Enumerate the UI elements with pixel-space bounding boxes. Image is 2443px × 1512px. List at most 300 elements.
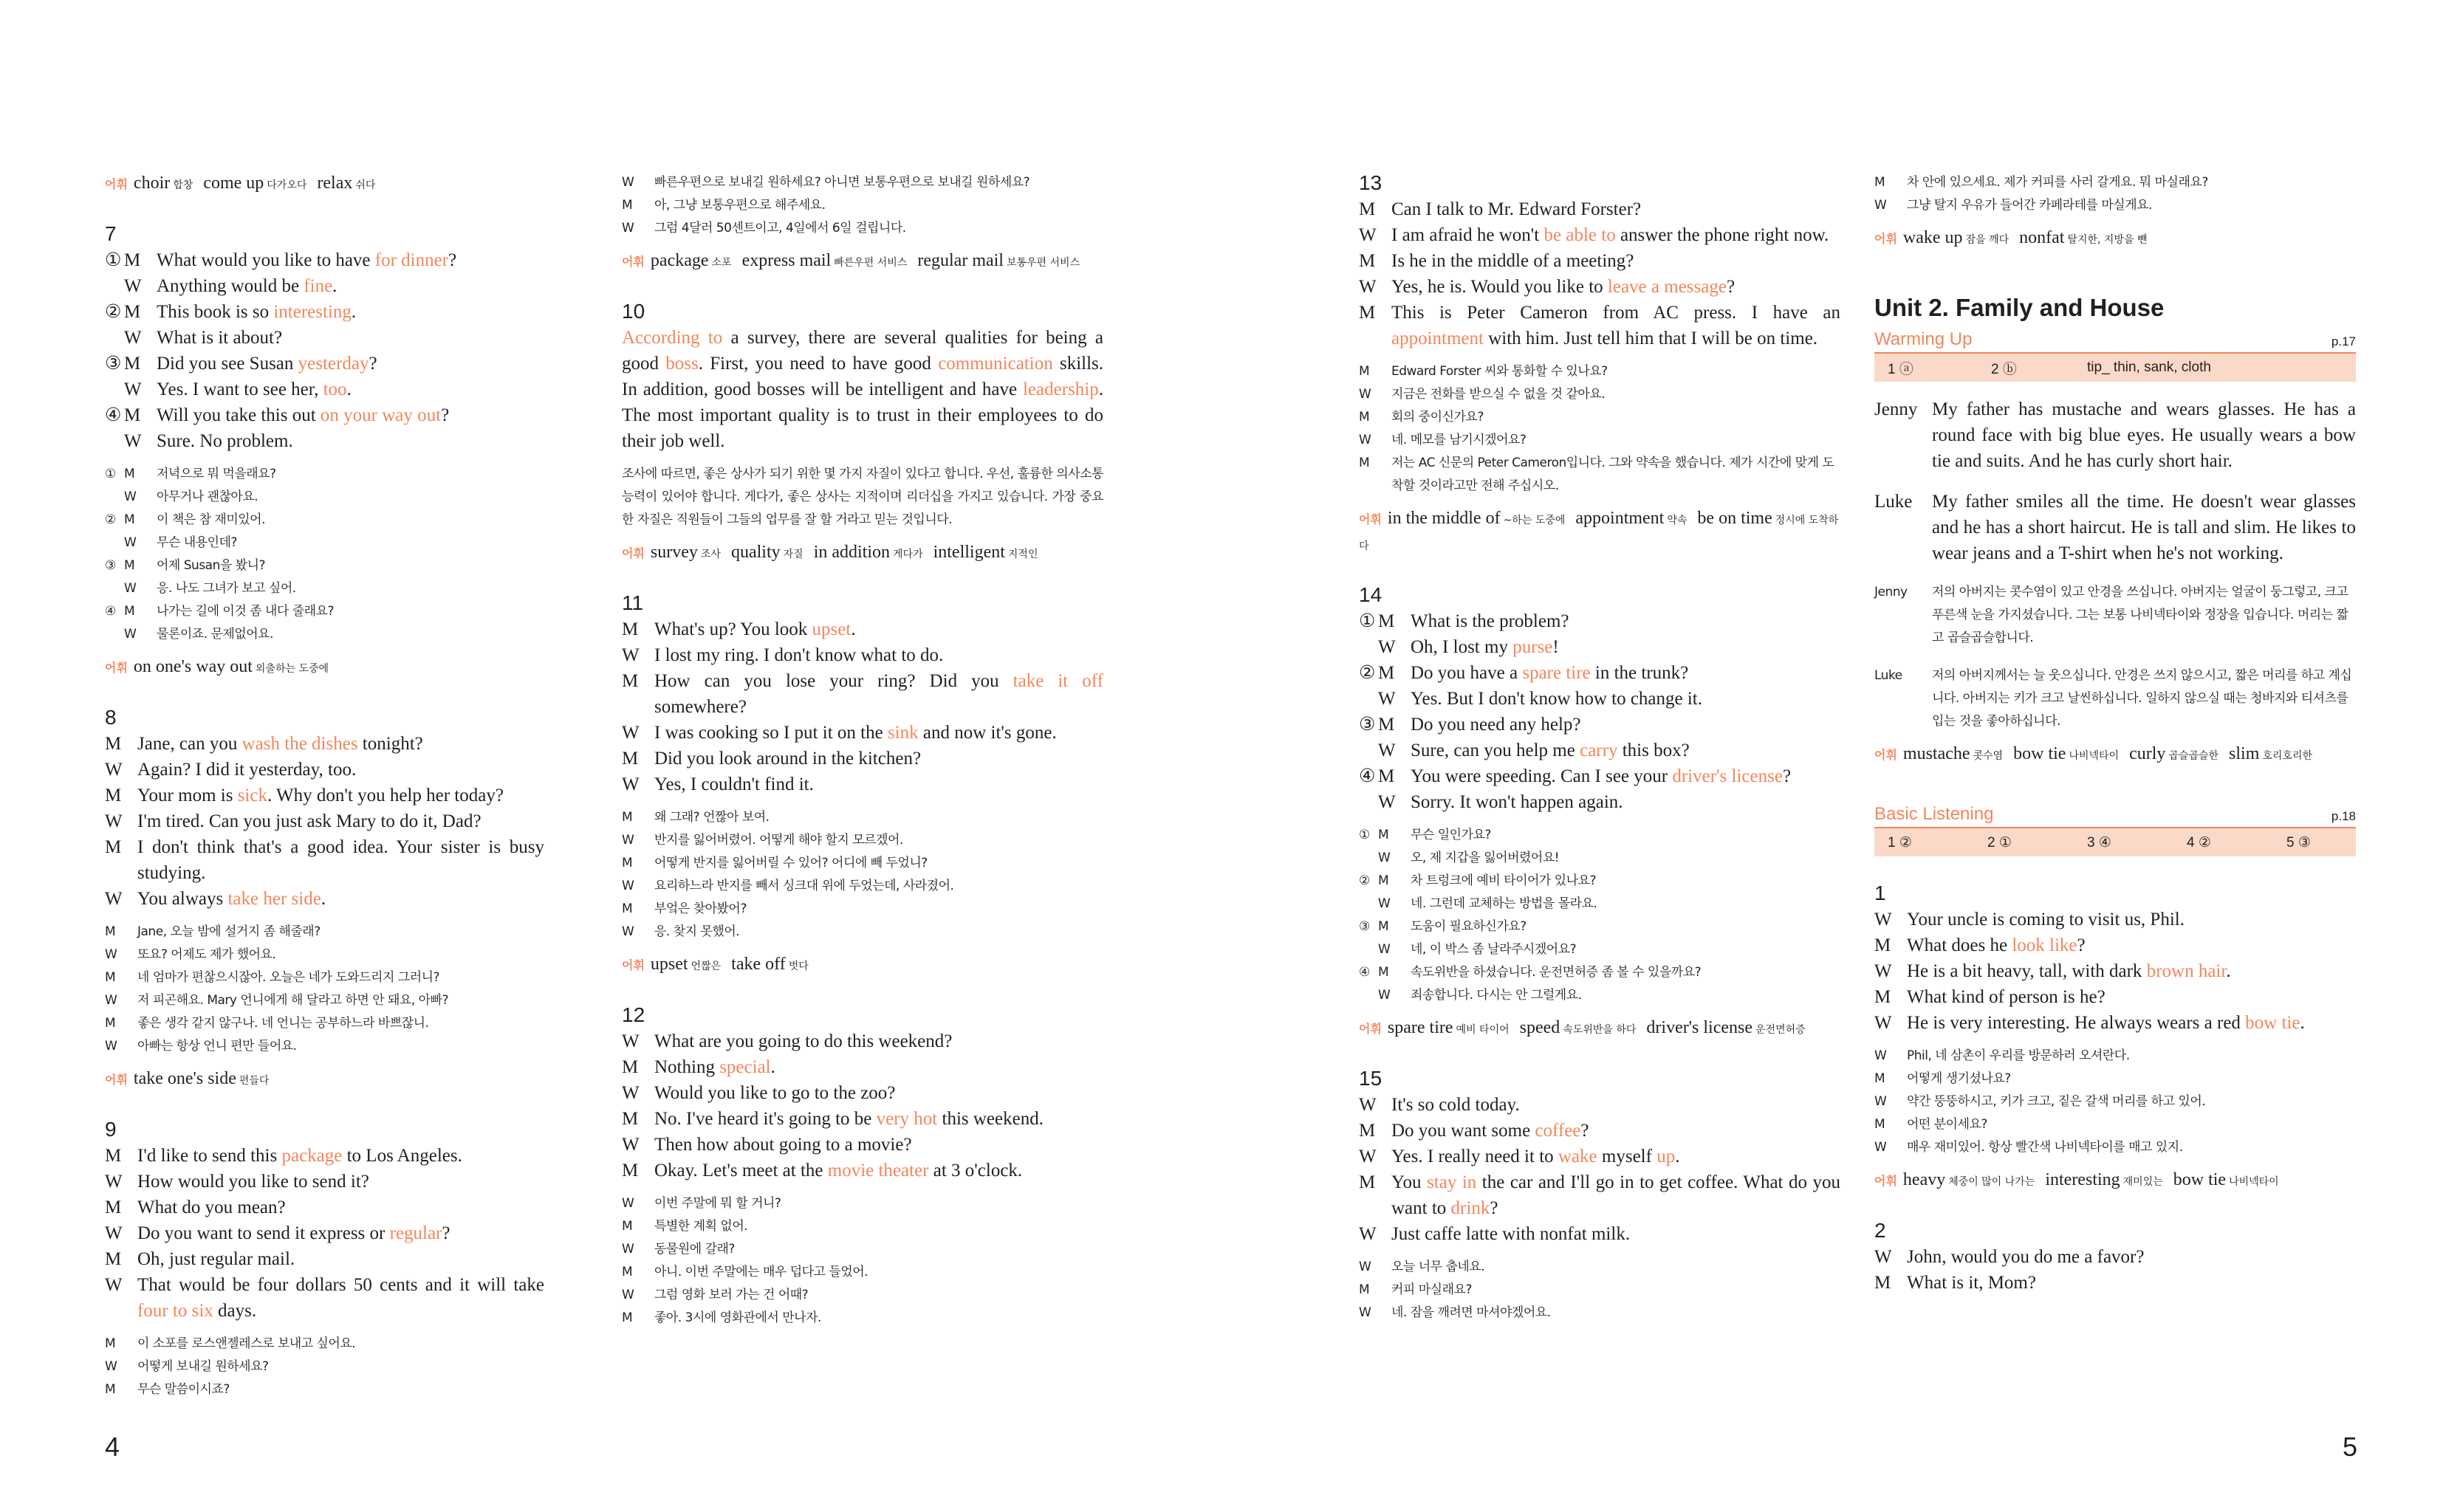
dialog-line [1359,1118,1840,1144]
dialog-line [622,1158,1103,1183]
translation-text: 오늘 너무 춥네요. [1391,1260,1485,1274]
speaker: W [622,833,634,848]
vocab-word: relax [317,173,353,193]
translation-text: 저녁으로 뭐 먹을래요? [157,467,276,481]
vocab-meaning: 곱슬곱슬한 [2168,750,2219,762]
text-run: myself [1597,1147,1657,1166]
choice-marker: ③ [1359,919,1370,934]
speaker: W [105,947,117,962]
line-text [157,402,544,428]
speaker: M [622,1161,639,1181]
choice-marker [105,532,124,554]
translation-text: 저 피곤해요. Mary 언니에게 해 달라고 하면 안 돼요, 아빠? [137,993,449,1008]
vocab-word: driver's license [1646,1018,1753,1037]
line-text [1907,932,2356,958]
speaker: M [622,1057,639,1077]
text-run: ? [442,1223,450,1243]
answer-highlight: four to six [137,1301,213,1321]
translation-continued [1874,171,2356,217]
translation-line [622,921,1103,944]
text-run: ? [369,354,377,374]
translation [622,806,1103,944]
vocab-meaning: 게다가 [893,549,923,560]
column-4 [1874,171,2356,1296]
text-run: I am afraid he won't [1391,225,1544,245]
description-text: My father smiles all the time. He doesn't wear glasses and he has a short haircut. He is tall and slim. He likes to wear jeans and a T-shirt when he's not working. [1932,492,2356,563]
speaker: M [1359,199,1376,219]
text-run: Do you want to send it express or [137,1223,390,1243]
choice-marker: ① [105,250,122,270]
dialog-line [1359,274,1840,300]
text-run: Did you see Susan [157,354,298,374]
answer: 1 ② [1888,834,1912,850]
line-text [1391,222,1840,248]
dialog-line [1359,660,1840,686]
line-text [1391,1118,1840,1144]
answer-highlight: movie theater [827,1161,929,1181]
speaker: M [105,1197,122,1217]
translation-line [1874,194,2356,217]
vocab-word: bow tie [2013,744,2066,763]
text-run: I lost my ring. I don't know what to do. [654,645,944,665]
text-run: You always [137,889,228,909]
speaker: W [1874,1247,1892,1267]
speaker: W [1378,896,1391,911]
vocab-meaning: 벗다 [788,961,809,972]
dialog-line [105,402,544,428]
vocab-meaning: 외출하는 도중에 [255,663,329,675]
translation-text: 이 소포를 로스앤젤레스로 보내고 싶어요. [137,1336,356,1351]
vocab-tag: 어휘 [622,546,645,560]
vocab-line [105,171,544,197]
line-text [654,746,1103,772]
text-run: I don't think that's a good idea. Your sister is busy studying. [137,837,544,883]
line-text [157,273,544,299]
speaker: W [1874,1048,1887,1063]
speaker: M [105,1016,116,1031]
dialog-line [622,1106,1103,1132]
text-run: You [1391,1172,1428,1192]
speaker: M [105,1336,116,1351]
vocab-meaning: 정시에 도착하다 [1359,515,1839,552]
translation-text: 네, 이 박스 좀 날라주시겠어요? [1411,942,1577,957]
line-text [1411,738,1840,763]
dialog-line [105,1220,544,1246]
translation-text: 부엌은 찾아봤어? [654,901,747,916]
speaker: M [105,924,116,939]
answer-highlight: spare tire [1522,663,1591,683]
translation-text: 좋은 생각 같지 않구나. 네 언니는 공부하느라 바쁘잖니. [137,1016,429,1031]
text-run: Oh, I lost my [1411,637,1513,657]
speaker: W [1378,792,1396,812]
section-name: Warming Up [1874,329,1973,349]
dialog-line [622,720,1103,746]
dialog-line [622,1080,1103,1106]
translation-line [1359,984,1840,1007]
answer-bar [1874,354,2356,382]
answer-highlight: stay in [1427,1172,1477,1192]
translation-line [105,554,544,577]
translation-line [1359,1279,1840,1302]
text-run: ? [448,250,457,270]
text-run: Your uncle is coming to visit us, Phil. [1907,910,2185,929]
dialog-line [105,1195,544,1220]
speaker: W [1874,1140,1887,1155]
choice-marker [1359,847,1378,870]
line-text [137,808,544,834]
translation-text: 그냥 탈지 우유가 들어간 카페라테를 마실게요. [1907,198,2152,213]
speaker: W [124,328,142,348]
line-text [1907,907,2356,932]
choice-marker: ② [1359,663,1376,683]
answer-highlight: up [1656,1147,1676,1166]
dialog-line [105,757,544,783]
text-run: . [321,889,326,909]
text-run: He is a bit heavy, tall, with dark [1907,961,2147,981]
speaker: M [105,837,122,857]
speaker: M [105,1249,122,1269]
line-text [1907,1010,2356,1036]
line-text [1907,1244,2356,1270]
passage [622,325,1103,454]
speaker: M [1359,456,1370,470]
vocab-word: survey [650,543,698,562]
translation-text: 도움이 필요하신가요? [1411,919,1527,934]
speaker: W [124,276,142,296]
translation-text: 아빠는 항상 언니 편만 들어요. [137,1039,297,1054]
text-run: This is Peter Cameron from AC press. I have an [1391,303,1840,323]
answer-highlight: take her side [227,889,321,909]
question-11 [622,591,1103,978]
translation-text: 네 엄마가 편찮으시잖아. 오늘은 네가 도와드리지 그러니? [137,970,440,985]
text-run: a survey, there are several qualities for being a good [622,328,1104,374]
speaker: W [124,581,137,596]
speaker: M [1874,1273,1891,1293]
line-text [654,616,1103,642]
translation-line [1874,1113,2356,1136]
dialog-line [105,783,544,808]
speaker: W [105,1223,123,1243]
speaker: Jenny [1874,399,1918,419]
vocab-tag: 어휘 [622,255,645,269]
speaker: W [1378,988,1391,1003]
speaker: M [1359,1282,1370,1297]
answer: 4 ② [2187,834,2211,850]
speaker: W [622,1242,634,1257]
dialog-line [105,351,544,377]
text-run: Again? I did it yesterday, too. [137,760,357,780]
dialog-line [105,886,544,912]
line-text [137,731,544,757]
translation-text: 아무거나 괜찮아요. [157,489,258,504]
text-run: ? [1580,1121,1589,1141]
answer: 2 ① [1987,834,2012,850]
speaker: W [105,1172,123,1192]
dialog-line [622,1054,1103,1080]
vocab-meaning: 약속 [1667,515,1688,526]
text-run: That would be four dollars 50 cents and it will take [137,1275,544,1295]
question-number: 14 [1359,583,1382,606]
person-translation [1874,664,2356,733]
text-run: in the trunk? [1590,663,1689,683]
line-text [137,1220,544,1246]
text-run: ? [1782,766,1792,786]
translation [105,463,544,646]
text-run: skills. In addition, good bosses will be intelligent and have [622,354,1104,399]
text-run: I'm tired. Can you just ask Mary to do it, Dad? [137,811,482,831]
translation-line [1359,429,1840,452]
speaker: W [105,760,123,780]
dialog-line [622,642,1103,668]
text-run: Oh, just regular mail. [137,1249,295,1269]
vocab-meaning: 조사 [700,549,721,560]
text-run: How would you like to send it? [137,1172,369,1192]
answer-highlight: drink [1450,1198,1490,1218]
translation-text: 아, 그냥 보통우편으로 해주세요. [654,198,826,213]
vocab-tag: 어휘 [105,177,128,191]
choice-marker: ② [105,512,116,527]
speaker: M [105,734,122,754]
dialog [622,1028,1103,1183]
text-run: Just caffe latte with nonfat milk. [1391,1224,1631,1244]
translation-text: 무슨 내용인데? [157,535,237,550]
text-run: Yes, I couldn't find it. [654,774,814,794]
translation-continued [622,171,1103,240]
answer-highlight: bow tie [2245,1013,2300,1033]
translation-text: 물론이죠. 문제없어요. [157,627,274,642]
basic-question-2 [1874,1219,2356,1296]
translation-line [105,944,544,966]
translation-line [622,194,1103,217]
text-run: Nothing [654,1057,720,1077]
vocab-word: take off [731,955,786,974]
speaker: M [622,901,633,916]
speaker: W [622,723,640,743]
text-run: What do you mean? [137,1197,286,1217]
question-10 [622,300,1103,566]
vocab-word: speed [1519,1018,1560,1037]
line-text [1411,660,1840,686]
dialog-line [622,772,1103,797]
translation-text: 그럼 4달러 50센트이고, 4일에서 6일 걸립니다. [654,221,906,236]
translation-text: 아니. 이번 주말에는 매우 덥다고 들었어. [654,1265,868,1279]
text-run: John, would you do me a favor? [1907,1247,2145,1267]
translation-text: 어제 Susan을 봤니? [157,558,266,573]
text-run: answer the phone right now. [1615,225,1829,245]
passage-translation: 조사에 따르면, 좋은 상사가 되기 위한 몇 가지 자질이 있다고 합니다. 우선, 훌륭한 의사소통 능력이 있어야 합니다. 게다가, 좋은 상사는 지적이며 리더십을 가지고 있습니다. 가장 중요한 자질은 직원들이 그들의 업무를 잘 할 거라고 믿는 것입니다. [622,467,1103,527]
translation-line [1874,1136,2356,1159]
dialog-line [1359,763,1840,789]
line-text [1907,1270,2356,1296]
speaker: M [1378,715,1395,735]
translation-line [622,1284,1103,1307]
speaker: Luke [1874,668,1902,683]
vocab-line [105,655,544,681]
line-text [157,428,544,454]
translation-line [622,875,1103,898]
question-15 [1359,1067,1840,1324]
speaker: W [622,645,640,665]
text-run: ? [1726,277,1736,297]
text-run: Do you want some [1391,1121,1535,1141]
speaker: W [1874,1094,1887,1109]
line-text [654,668,1103,720]
person-description [1874,489,2356,566]
speaker: W [105,1275,123,1295]
vocab-line [622,952,1103,978]
translation-line [1359,847,1840,870]
translation-line [105,1378,544,1401]
vocab-line [1874,226,2356,252]
dialog-line [105,1272,544,1324]
answer-highlight: wash the dishes [241,734,358,754]
speaker: M [1378,919,1389,934]
translation-text: 지금은 전화를 받으실 수 없을 것 같아요. [1391,387,1606,402]
speaker: W [105,889,123,909]
text-run: Yes. I want to see her, [157,379,323,399]
dialog-line [622,746,1103,772]
choice-marker: ① [1359,828,1370,842]
answer-highlight: wake [1558,1147,1597,1166]
speaker: W [124,489,137,504]
answer-highlight: fine [304,276,333,296]
vocab-tag: 어휘 [1874,1174,1897,1188]
line-text [1411,608,1840,634]
text-run: What's up? You look [654,619,812,639]
question-number: 15 [1359,1067,1382,1090]
answer-highlight: driver's license [1672,766,1783,786]
dialog-line [105,1143,544,1169]
translation-line [622,806,1103,829]
line-text [654,720,1103,746]
text-run: Jane, can you [137,734,242,754]
choice-marker [105,428,124,454]
answer-highlight: for dinner [374,250,449,270]
dialog-line [105,377,544,402]
question-number: 1 [1874,882,1886,904]
translation-line [622,1307,1103,1330]
text-run: ? [441,405,450,425]
section-header [1874,329,2356,354]
choice-marker [1359,634,1378,660]
answer-highlight: take it off [1013,671,1104,691]
translation-line [1874,1090,2356,1113]
speaker: W [1874,910,1892,929]
vocab-meaning: 나비넥타이 [2069,750,2120,762]
translation-line [622,1215,1103,1238]
vocab-word: nonfat [2019,228,2065,247]
speaker: M [105,1382,116,1397]
speaker: M [124,512,135,527]
vocab-tag: 어휘 [105,661,128,675]
text-run: Is he in the middle of a meeting? [1391,251,1634,271]
vocab-meaning: 합창 [173,179,193,191]
translation-text: 이 책은 참 재미있어. [157,512,265,527]
text-run: at 3 o'clock. [928,1161,1023,1181]
choice-marker: ① [1359,611,1376,631]
dialog-line [1359,1144,1840,1169]
line-text [1411,763,1840,789]
answer-highlight: package [281,1146,343,1166]
dialog-line [105,731,544,757]
dialog-line [622,1028,1103,1054]
speaker: M [622,671,639,691]
text-run: the car and I'll go in to get coffee. What do you want to [1391,1172,1841,1218]
speaker: M [1359,364,1370,379]
translation-text: 회의 중이신가요? [1391,410,1484,425]
vocab-word: on one's way out [133,657,253,676]
text-run: What kind of person is he? [1907,987,2105,1007]
text-run: It's so cold today. [1391,1095,1520,1115]
choice-marker [1359,893,1378,915]
translation-line [105,1355,544,1378]
text-run: with him. Just tell him that I will be on time. [1483,329,1818,348]
choice-marker [1359,686,1378,712]
translation-text: 네. 잠을 깨려면 마셔야겠어요. [1391,1305,1551,1320]
line-text [137,783,544,808]
speaker: W [622,1288,634,1302]
line-text [1411,634,1840,660]
line-text [157,377,544,402]
translation-text: 매우 재미있어. 항상 빨간색 나비넥타이를 매고 있지. [1907,1140,2183,1155]
dialog-line [1874,984,2356,1010]
translation-text: 오, 제 지갑을 잃어버렸어요! [1411,850,1560,865]
speaker: M [1378,663,1395,683]
translation-line [622,1261,1103,1284]
translation-text: 저는 AC 신문의 Peter Cameron입니다. 그와 약속을 했습니다. 제가 시간에 맞게 도착할 것이라고만 전해 주십시오. [1391,456,1834,493]
dialog-line [1359,712,1840,738]
text-run: somewhere? [654,697,747,717]
dialog-line [105,428,544,454]
speaker: M [105,786,122,805]
vocab-word: package [650,251,709,270]
text-run: . The most important quality is to trust in their employees to do their job well. [622,379,1103,451]
translation-text: 무슨 일인가요? [1411,828,1491,842]
speaker: W [1359,1095,1377,1115]
answer-highlight: look like [2012,935,2077,955]
translation-text: 반지를 잃어버렸어. 어떻게 해야 할지 모르겠어. [654,833,903,848]
speaker: M [1378,766,1395,786]
dialog [1359,1092,1840,1247]
text-run: Will you take this out [157,405,321,425]
dialog [1359,196,1840,351]
translation [1359,1256,1840,1324]
line-text [1907,984,2356,1010]
vocab-meaning: 속도위반을 하다 [1563,1024,1637,1036]
vocab-meaning: 편들다 [239,1075,270,1087]
answer-highlight: be able to [1543,225,1616,245]
text-run: What is it, Mom? [1907,1273,2036,1293]
speaker: M [1874,935,1891,955]
text-run: Sure, can you help me [1411,740,1580,760]
choice-marker [1359,984,1378,1007]
dialog-line [105,1169,544,1195]
translation-line [1359,938,1840,961]
translation-text: 요리하느라 반지를 빼서 싱크대 위에 두었는데, 사라졌어. [654,879,954,893]
translation-line [622,1238,1103,1261]
speaker: M [1874,175,1885,190]
translation-line [105,463,544,486]
line-text [654,642,1103,668]
dialog-line [1874,1270,2356,1296]
question-14 [1359,583,1840,1042]
question-number: 10 [622,300,645,323]
speaker: W [105,1359,117,1374]
translation-text: 왜 그래? 언짢아 보여. [654,810,770,825]
speaker: M [622,749,639,769]
dialog-line [1359,634,1840,660]
text-run: . [332,276,338,296]
